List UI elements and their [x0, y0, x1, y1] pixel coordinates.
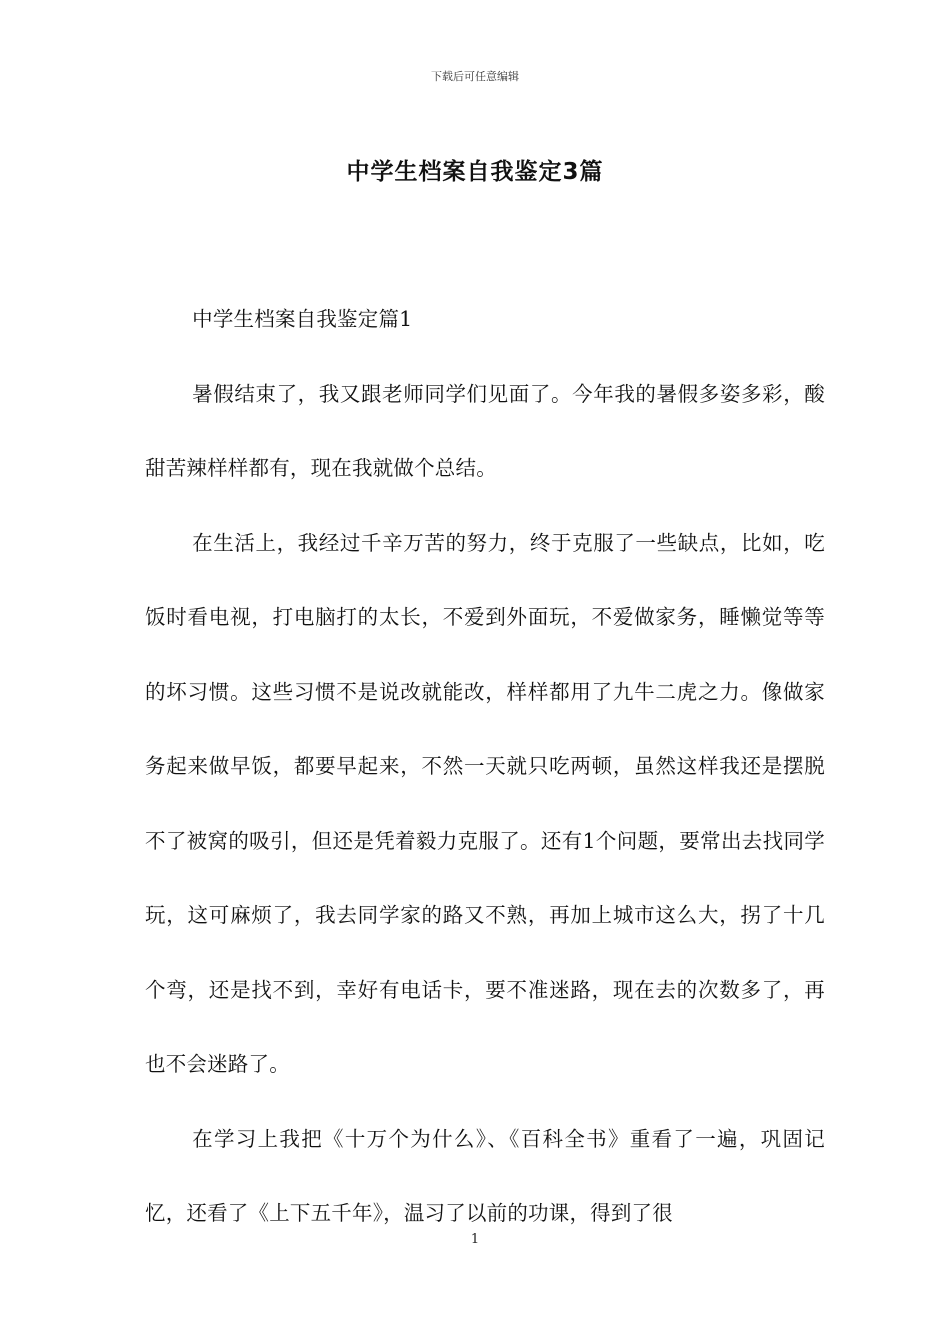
header-note: 下载后可任意编辑 — [431, 70, 519, 83]
document-body — [145, 282, 825, 1251]
page-number: 1 — [470, 1232, 480, 1247]
paragraph-summer-summary: 暑假结束了，我又跟老师同学们见面了。今年我的暑假多姿多彩，酸甜苦辣样样都有，现在我就做个总结。 — [145, 381, 825, 480]
paragraph-life: 在生活上，我经过千辛万苦的努力，终于克服了一些缺点，比如，吃饭时看电视，打电脑打的太长，不爱到外面玩，不爱做家务，睡懒觉等等的坏习惯。这些习惯不是说改就能改，样样都用了九牛二虎之力。像做家务起来做早饭，都要早起来，不然一天就只吃两顿，虽然这样我还是摆脱不了被窝的吸引，但还是凭着毅力克服了。还有1个问题，要常出去找同学玩，这可麻烦了，我去同学家的路又不熟，再加上城市这么大，拐了十几个弯，还是找不到，幸好有电话卡，要不准迷路，现在去的次数多了，再也不会迷路了。 — [145, 530, 825, 1076]
paragraph-study: 在学习上我把《十万个为什么》、《百科全书》重看了一遍，巩固记忆，还看了《上下五千年》，温习了以前的功课，得到了很 — [145, 1126, 825, 1225]
document-title: 中学生档案自我鉴定3篇 — [346, 159, 604, 185]
section-heading: 中学生档案自我鉴定篇1 — [192, 307, 413, 331]
